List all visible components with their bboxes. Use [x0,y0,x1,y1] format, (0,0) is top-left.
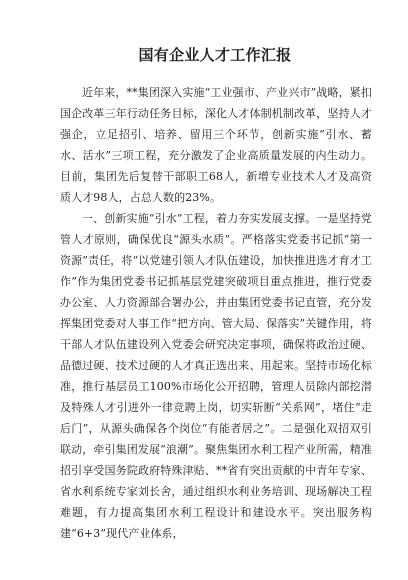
document-body [60,82,372,544]
document-title: 国有企业人才工作汇报 [138,46,292,64]
paragraph-intro: 近年来，**集团深入实施“工业强市、产业兴市”战略，紧扣国企改革三年行动任务目标，深化人才体制机制改革，坚持人才强企，立足招引、培养、留用三个环节，创新实施“引水、蓄水、活水”三项工程，充分激发了企业高质量发展的内生动力。目前，集团先后复替干部职工68人，新增专业技术人才及高资质人才98人，占总人数的23%。 [60,86,372,204]
paragraph-talent-attraction: 一、创新实施“引水”工程，着力夯实发展支撑。一是坚持党管人才原则，确保优良“源头水质”。严格落实党委书记抓“第一资源”责任，将“以党建引领人才队伍建设，加快推进选才育才工作”作为集团党委书记抓基层党建突破项目重点推进，推行党委办公室、人力资源部合署办公，并由集团党委书记直管，充分发挥集团党委对人事工作“把方向、管大局、保落实”关键作用，将干部人才队伍建设列入党委会研究决定事项，确保将政治过硬、品德过硬、技术过硬的人才真正选出来、用起来。坚持市场化标准，推行基层员工100%市场化公开招聘，管理人员除内部挖潜及特殊人才引进外一律竞聘上岗，切实斩断“关系网”，堵住“走后门”，从源头确保各个岗位“有能者居之”。二是强化双招双引联动，牵引集团发展“浪潮”。聚焦集团水利工程产业所需，精准招引享受国务院政府特殊津贴、**省有突出贡献的中青年专家、省水利系统专家刘长舍，通过组织水利业务培训、现场解决工程难题，有力提高集团水利工程设计和建设水平。突出服务构建“6+3”现代产业体系， [60,212,372,540]
